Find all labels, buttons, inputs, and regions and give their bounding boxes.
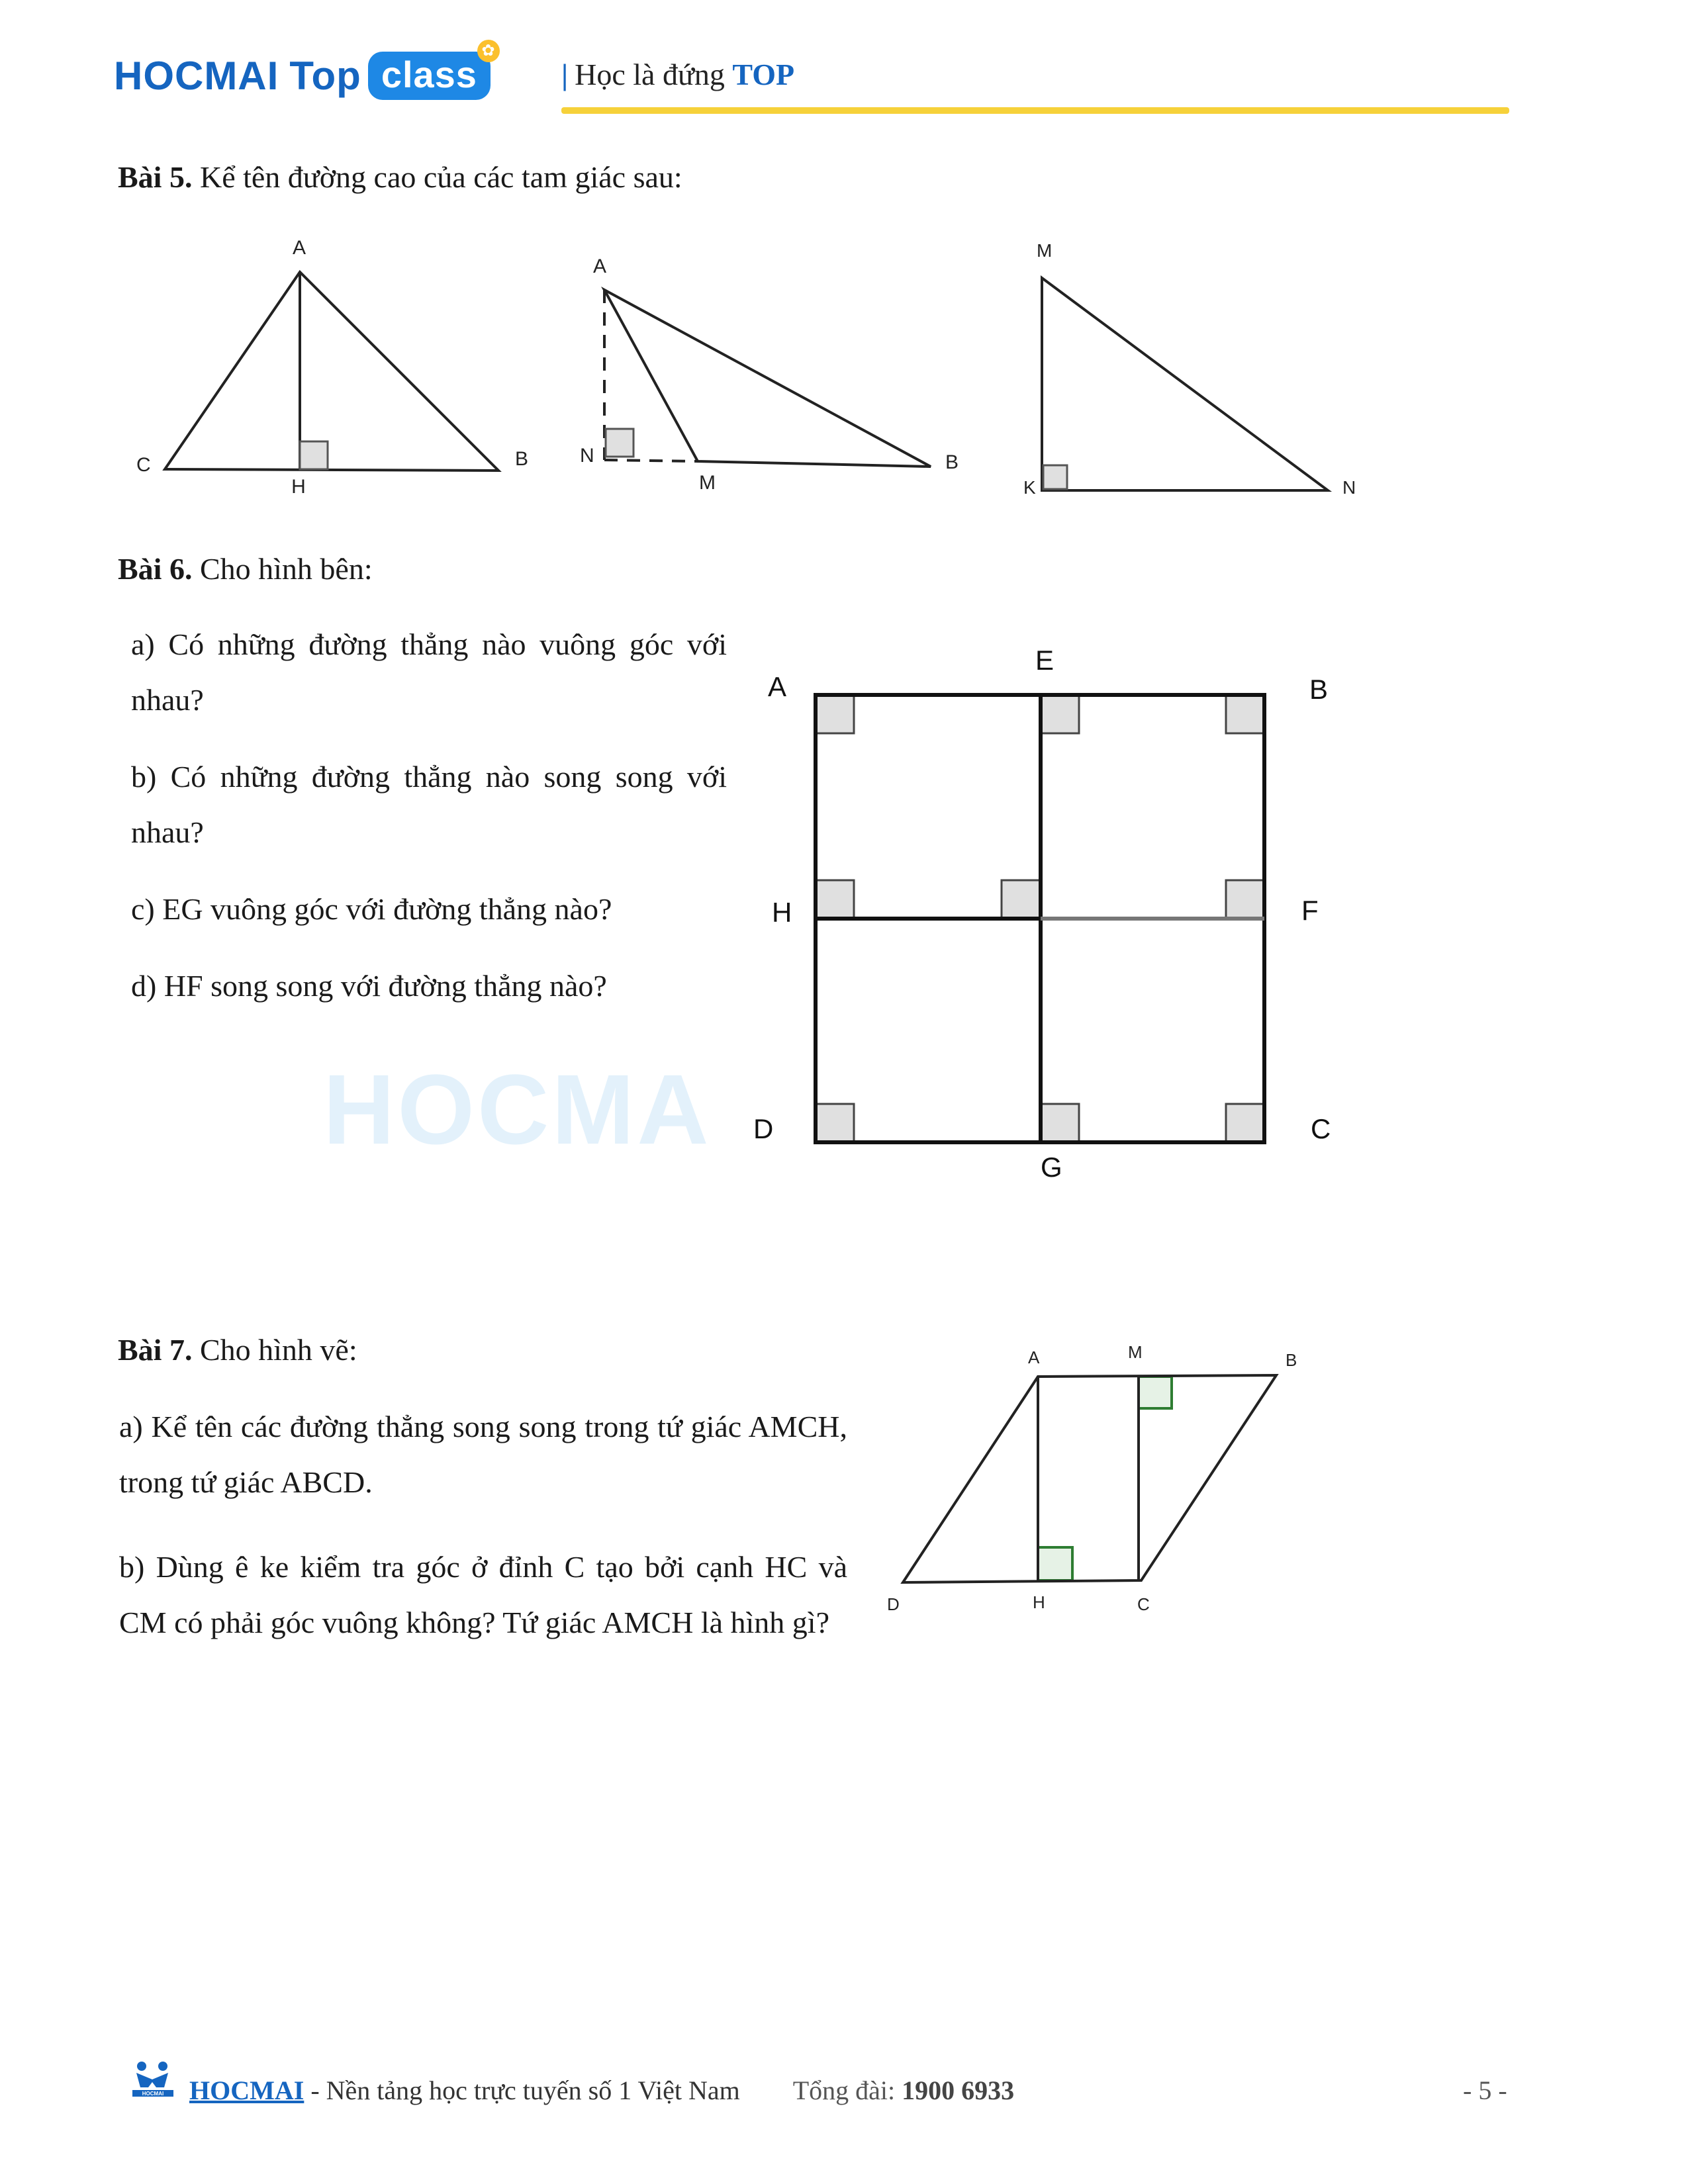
fig2-label-b: B (945, 451, 959, 473)
bai5-label: Bài 5. (118, 160, 193, 194)
footer-tagline: - Nền tảng học trực tuyến số 1 Việt Nam (304, 2075, 740, 2105)
fig2-label-a: A (593, 255, 607, 277)
bai7-text: Cho hình vẽ: (192, 1333, 357, 1367)
right-angle-mark (816, 1104, 854, 1142)
slogan-text: Học là đứng (575, 58, 733, 91)
bai7-question-b: b) Dùng ê ke kiểm tra góc ở đỉnh C tạo bởi cạnh HC và CM có phải góc vuông không? Tứ giác AMCH là hình gì? (119, 1550, 847, 1639)
triangle-abc (165, 272, 498, 471)
fig6-label-d: D (753, 1113, 774, 1144)
fig7-label-m: M (1128, 1342, 1143, 1362)
triangle-amb (604, 290, 931, 467)
footer-hotline-number: 1900 6933 (902, 2075, 1015, 2105)
footer-hotline-label: Tổng đài: (792, 2075, 902, 2105)
logo-hocmai: HOCMAI (114, 54, 279, 98)
star-icon: ✿ (477, 40, 500, 62)
bai5-figure-3 (1042, 278, 1328, 490)
fig1-label-c: C (136, 454, 151, 476)
right-angle-mark (1226, 880, 1264, 919)
bai6-figure (816, 695, 1264, 1142)
right-angle-mark-m (1139, 1377, 1172, 1408)
bai6-text: Cho hình bên: (192, 552, 373, 586)
right-angle-mark-n (606, 429, 633, 457)
logo-top: Top (289, 54, 361, 98)
slogan-top: TOP (732, 58, 795, 91)
bai6-question-d: d) HF song song với đường thẳng nào? (131, 969, 607, 1003)
logo-class-text: class (381, 54, 477, 95)
bai5-figure-1 (165, 272, 498, 471)
fig6-label-e: E (1035, 645, 1055, 676)
fig7-label-c: C (1137, 1594, 1150, 1614)
fig2-label-m: M (699, 472, 716, 494)
slogan-bar: | (561, 58, 569, 91)
parallelogram-abcd (903, 1375, 1276, 1582)
fig6-label-a: A (768, 671, 787, 702)
fig6-label-c: C (1311, 1113, 1331, 1144)
bai7-figure (903, 1375, 1276, 1582)
bai6-question-a: a) Có những đường thẳng nào vuông góc với nhau? (131, 627, 727, 717)
triangle-mkn (1042, 278, 1328, 490)
fig6-label-f: F (1301, 895, 1319, 926)
bai7-heading (118, 1322, 357, 1378)
fig1-label-b: B (515, 448, 529, 470)
page-number: - 5 - (1463, 2075, 1507, 2105)
fig3-label-m: M (1037, 240, 1053, 261)
fig6-label-g: G (1041, 1152, 1062, 1183)
right-angle-mark (816, 695, 854, 733)
bai6-question-c: c) EG vuông góc với đường thẳng nào? (131, 892, 612, 926)
fig7-label-b: B (1286, 1350, 1297, 1370)
footer-logo (130, 2060, 176, 2103)
fig3-label-n: N (1342, 477, 1356, 498)
right-angle-mark (1041, 695, 1079, 733)
watermark: HOCMA (323, 1054, 712, 1165)
right-angle-mark (1002, 880, 1040, 919)
right-angle-mark-k (1043, 465, 1067, 489)
footer-logo-text: HOCMAI (142, 2091, 164, 2097)
fig7-label-h: H (1033, 1592, 1045, 1612)
bai7-question-a: a) Kể tên các đường thẳng song song trong tứ giác AMCH, trong tứ giác ABCD. (119, 1410, 847, 1499)
bai5-figure-2 (604, 290, 931, 467)
fig2-label-n: N (580, 445, 594, 467)
fig3-label-k: K (1023, 477, 1036, 498)
fig7-label-a: A (1028, 1347, 1040, 1367)
fig7-label-d: D (887, 1594, 900, 1614)
bai5-text: Kể tên đường cao của các tam giác sau: (192, 160, 682, 194)
right-angle-mark (1226, 1104, 1264, 1142)
right-angle-mark-h (300, 441, 328, 469)
fig1-label-a: A (292, 237, 306, 259)
bai7-label: Bài 7. (118, 1333, 193, 1367)
fig6-label-h: H (772, 897, 792, 928)
extension-nm-dashed (604, 460, 698, 461)
bai6-heading (118, 541, 373, 597)
footer-text (189, 2075, 1014, 2106)
right-angle-mark-h (1038, 1547, 1072, 1580)
bai6-label: Bài 6. (118, 552, 193, 586)
right-angle-mark (1226, 695, 1264, 733)
right-angle-mark (816, 880, 854, 919)
fig6-label-b: B (1309, 674, 1329, 705)
footer-hotline (793, 2075, 1014, 2105)
hocmai-people-icon (130, 2060, 176, 2099)
bai6-question-b: b) Có những đường thẳng nào song song với nhau? (131, 760, 727, 849)
right-angle-mark (1041, 1104, 1079, 1142)
fig1-label-h: H (291, 476, 306, 498)
footer-brand-link[interactable]: HOCMAI (189, 2075, 305, 2105)
